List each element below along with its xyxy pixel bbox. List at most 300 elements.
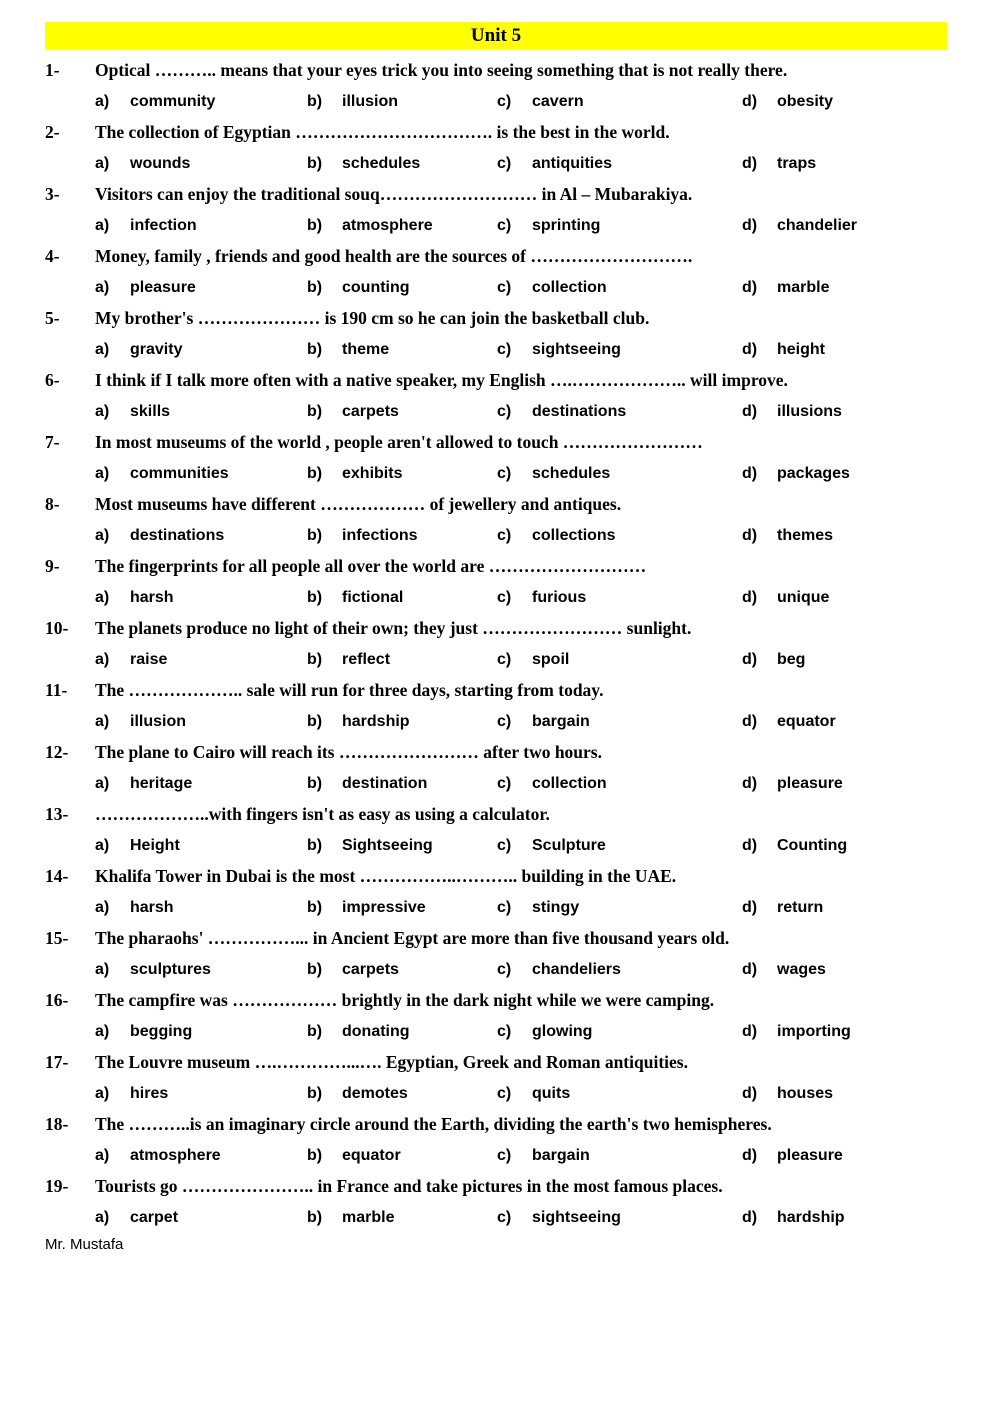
question-text: The planets produce no light of their own; they just …………………… sunlight.	[95, 618, 692, 638]
option-b	[307, 272, 497, 303]
question-line	[45, 799, 947, 830]
option-text: hires	[130, 1085, 169, 1102]
option-text: hardship	[777, 1209, 845, 1226]
question-text: Money, family , friends and good health are the sources of ……………………….	[95, 246, 693, 266]
options-line	[45, 458, 947, 489]
option-text: destinations	[130, 527, 225, 544]
option-c	[497, 1140, 742, 1171]
option-text: furious	[532, 589, 587, 606]
option-letter: c)	[497, 1023, 512, 1040]
option-text: chandeliers	[532, 961, 621, 978]
option-text: return	[777, 899, 824, 916]
option-text: illusion	[342, 93, 398, 110]
option-text: harsh	[130, 899, 174, 916]
option-text: carpets	[342, 961, 399, 978]
question-line	[45, 179, 947, 210]
question-text: The fingerprints for all people all over the world are ………………………	[95, 556, 647, 576]
option-letter: c)	[497, 217, 512, 234]
option-letter: a)	[95, 589, 110, 606]
option-text: quits	[532, 1085, 571, 1102]
option-text: pleasure	[777, 775, 843, 792]
option-b	[307, 768, 497, 799]
option-letter: c)	[497, 279, 512, 296]
option-c	[497, 458, 742, 489]
option-text: themes	[777, 527, 834, 544]
option-text: begging	[130, 1023, 193, 1040]
option-letter: b)	[307, 961, 323, 978]
option-a	[95, 768, 307, 799]
question-number: 14-	[45, 866, 69, 886]
option-a	[95, 644, 307, 675]
option-letter: c)	[497, 341, 512, 358]
option-d	[742, 892, 947, 923]
option-letter: a)	[95, 217, 110, 234]
option-letter: a)	[95, 341, 110, 358]
options-line	[45, 1016, 947, 1047]
option-letter: d)	[742, 1023, 758, 1040]
question-number: 13-	[45, 804, 69, 824]
question-text: I think if I talk more often with a native speaker, my English ….……………….. will improve.	[95, 370, 788, 390]
option-c	[497, 272, 742, 303]
option-letter: a)	[95, 899, 110, 916]
question-line	[45, 551, 947, 582]
question-line	[45, 1109, 947, 1140]
option-a	[95, 1016, 307, 1047]
option-text: theme	[342, 341, 390, 358]
option-text: sightseeing	[532, 1209, 621, 1226]
option-text: sprinting	[532, 217, 601, 234]
option-letter: b)	[307, 341, 323, 358]
option-a	[95, 892, 307, 923]
question-line	[45, 985, 947, 1016]
option-text: carpets	[342, 403, 399, 420]
option-letter: c)	[497, 155, 512, 172]
option-b	[307, 1202, 497, 1233]
question-line	[45, 737, 947, 768]
option-a	[95, 148, 307, 179]
option-b	[307, 1016, 497, 1047]
option-a	[95, 86, 307, 117]
option-text: fictional	[342, 589, 404, 606]
question-number: 4-	[45, 246, 60, 266]
option-text: schedules	[342, 155, 421, 172]
option-text: sightseeing	[532, 341, 621, 358]
option-b	[307, 830, 497, 861]
option-letter: a)	[95, 1085, 110, 1102]
option-letter: c)	[497, 1147, 512, 1164]
option-c	[497, 86, 742, 117]
option-c	[497, 148, 742, 179]
question-number: 16-	[45, 990, 69, 1010]
option-text: packages	[777, 465, 850, 482]
option-text: bargain	[532, 713, 590, 730]
option-text: carpet	[130, 1209, 179, 1226]
option-letter: c)	[497, 713, 512, 730]
option-b	[307, 1078, 497, 1109]
question-line	[45, 241, 947, 272]
option-b	[307, 210, 497, 241]
option-letter: d)	[742, 93, 758, 110]
option-letter: c)	[497, 651, 512, 668]
option-letter: b)	[307, 651, 323, 668]
option-text: traps	[777, 155, 817, 172]
option-text: Height	[130, 837, 180, 854]
option-text: destinations	[532, 403, 627, 420]
question-text: Optical ……….. means that your eyes trick you into seeing something that is not really there.	[95, 60, 788, 80]
options-line	[45, 1140, 947, 1171]
options-line	[45, 706, 947, 737]
question-number: 11-	[45, 680, 68, 700]
question-line	[45, 613, 947, 644]
option-letter: d)	[742, 899, 758, 916]
option-text: obesity	[777, 93, 834, 110]
option-text: reflect	[342, 651, 391, 668]
option-a	[95, 396, 307, 427]
option-text: harsh	[130, 589, 174, 606]
option-letter: a)	[95, 837, 110, 854]
option-letter: c)	[497, 465, 512, 482]
question-number: 17-	[45, 1052, 69, 1072]
option-letter: a)	[95, 465, 110, 482]
question-number: 15-	[45, 928, 69, 948]
options-line	[45, 334, 947, 365]
option-text: antiquities	[532, 155, 613, 172]
option-letter: d)	[742, 589, 758, 606]
option-letter: d)	[742, 1147, 758, 1164]
question-text: Most museums have different ……………… of jewellery and antiques.	[95, 494, 622, 514]
question-line	[45, 55, 947, 86]
option-text: stingy	[532, 899, 580, 916]
option-d	[742, 520, 947, 551]
option-letter: a)	[95, 775, 110, 792]
options-line	[45, 520, 947, 551]
option-letter: d)	[742, 155, 758, 172]
question-text: My brother's ………………… is 190 cm so he can join the basketball club.	[95, 308, 650, 328]
question-text: The ……………….. sale will run for three days, starting from today.	[95, 680, 604, 700]
option-text: Sculpture	[532, 837, 606, 854]
option-a	[95, 1078, 307, 1109]
option-b	[307, 458, 497, 489]
question-line	[45, 365, 947, 396]
option-letter: d)	[742, 341, 758, 358]
unit-title: Unit 5	[45, 22, 947, 49]
option-letter: c)	[497, 589, 512, 606]
option-c	[497, 892, 742, 923]
option-letter: b)	[307, 1209, 323, 1226]
option-text: spoil	[532, 651, 570, 668]
option-d	[742, 334, 947, 365]
question-number: 6-	[45, 370, 60, 390]
option-text: equator	[777, 713, 836, 730]
question-line	[45, 117, 947, 148]
option-text: raise	[130, 651, 168, 668]
option-b	[307, 148, 497, 179]
option-text: counting	[342, 279, 410, 296]
option-d	[742, 582, 947, 613]
question-line	[45, 923, 947, 954]
option-letter: b)	[307, 93, 323, 110]
option-text: gravity	[130, 341, 183, 358]
option-c	[497, 768, 742, 799]
options-line	[45, 768, 947, 799]
options-line	[45, 210, 947, 241]
question-text: Visitors can enjoy the traditional souq……………………… in Al – Mubarakiya.	[95, 184, 693, 204]
option-text: destination	[342, 775, 428, 792]
option-letter: b)	[307, 1147, 323, 1164]
option-a	[95, 458, 307, 489]
option-text: impressive	[342, 899, 426, 916]
question-text: The ………..is an imaginary circle around the Earth, dividing the earth's two hemispheres.	[95, 1114, 772, 1134]
option-letter: c)	[497, 1209, 512, 1226]
option-letter: d)	[742, 1085, 758, 1102]
question-number: 2-	[45, 122, 60, 142]
option-c	[497, 830, 742, 861]
option-b	[307, 1140, 497, 1171]
option-text: chandelier	[777, 217, 858, 234]
option-d	[742, 210, 947, 241]
option-letter: a)	[95, 527, 110, 544]
option-text: equator	[342, 1147, 401, 1164]
option-d	[742, 954, 947, 985]
question-number: 3-	[45, 184, 60, 204]
option-text: infection	[130, 217, 197, 234]
option-a	[95, 1140, 307, 1171]
option-b	[307, 520, 497, 551]
option-letter: a)	[95, 93, 110, 110]
options-line	[45, 148, 947, 179]
option-letter: d)	[742, 1209, 758, 1226]
option-letter: b)	[307, 899, 323, 916]
option-letter: b)	[307, 279, 323, 296]
option-c	[497, 334, 742, 365]
option-b	[307, 582, 497, 613]
question-line	[45, 675, 947, 706]
option-a	[95, 706, 307, 737]
question-line	[45, 861, 947, 892]
option-a	[95, 830, 307, 861]
option-text: collection	[532, 279, 607, 296]
options-line	[45, 1078, 947, 1109]
option-c	[497, 644, 742, 675]
option-text: atmosphere	[342, 217, 433, 234]
option-c	[497, 520, 742, 551]
option-a	[95, 520, 307, 551]
option-letter: c)	[497, 403, 512, 420]
option-a	[95, 210, 307, 241]
option-a	[95, 272, 307, 303]
option-c	[497, 1016, 742, 1047]
question-text: ………………..with fingers isn't as easy as using a calculator.	[95, 804, 550, 824]
question-number: 8-	[45, 494, 60, 514]
option-text: marble	[342, 1209, 395, 1226]
option-letter: a)	[95, 403, 110, 420]
question-line	[45, 489, 947, 520]
options-line	[45, 954, 947, 985]
option-letter: b)	[307, 155, 323, 172]
question-text: The collection of Egyptian ……………………………. is the best in the world.	[95, 122, 670, 142]
option-d	[742, 148, 947, 179]
option-text: houses	[777, 1085, 834, 1102]
option-letter: b)	[307, 837, 323, 854]
option-text: unique	[777, 589, 830, 606]
question-text: The Louvre museum ….…………...…. Egyptian, Greek and Roman antiquities.	[95, 1052, 688, 1072]
option-text: Counting	[777, 837, 848, 854]
option-letter: a)	[95, 961, 110, 978]
option-letter: d)	[742, 527, 758, 544]
option-c	[497, 210, 742, 241]
option-b	[307, 396, 497, 427]
option-letter: d)	[742, 279, 758, 296]
question-number: 12-	[45, 742, 69, 762]
option-text: importing	[777, 1023, 851, 1040]
option-c	[497, 1202, 742, 1233]
option-c	[497, 582, 742, 613]
option-letter: a)	[95, 651, 110, 668]
option-text: collection	[532, 775, 607, 792]
option-d	[742, 1078, 947, 1109]
question-text: Khalifa Tower in Dubai is the most ……………..……….. building in the UAE.	[95, 866, 677, 886]
option-text: marble	[777, 279, 830, 296]
option-d	[742, 458, 947, 489]
option-text: exhibits	[342, 465, 403, 482]
option-c	[497, 706, 742, 737]
option-text: illusions	[777, 403, 842, 420]
option-d	[742, 768, 947, 799]
option-letter: c)	[497, 899, 512, 916]
option-d	[742, 1016, 947, 1047]
option-letter: d)	[742, 961, 758, 978]
question-text: The campfire was ……………… brightly in the dark night while we were camping.	[95, 990, 715, 1010]
option-text: skills	[130, 403, 171, 420]
option-letter: b)	[307, 1085, 323, 1102]
option-a	[95, 334, 307, 365]
options-line	[45, 582, 947, 613]
option-d	[742, 396, 947, 427]
option-text: community	[130, 93, 216, 110]
option-letter: b)	[307, 1023, 323, 1040]
question-text: The pharaohs' ……………... in Ancient Egypt are more than five thousand years old.	[95, 928, 730, 948]
question-line	[45, 427, 947, 458]
option-letter: a)	[95, 155, 110, 172]
option-text: infections	[342, 527, 418, 544]
option-letter: b)	[307, 217, 323, 234]
option-d	[742, 86, 947, 117]
option-c	[497, 396, 742, 427]
option-text: glowing	[532, 1023, 593, 1040]
option-d	[742, 644, 947, 675]
options-line	[45, 396, 947, 427]
question-text: The plane to Cairo will reach its …………………… after two hours.	[95, 742, 602, 762]
option-d	[742, 1140, 947, 1171]
footer-signature: Mr. Mustafa	[45, 1236, 124, 1253]
option-text: height	[777, 341, 825, 358]
option-c	[497, 954, 742, 985]
option-b	[307, 706, 497, 737]
question-text: Tourists go ………………….. in France and take pictures in the most famous places.	[95, 1176, 723, 1196]
option-text: cavern	[532, 93, 584, 110]
option-letter: b)	[307, 775, 323, 792]
option-b	[307, 954, 497, 985]
option-letter: c)	[497, 93, 512, 110]
option-d	[742, 272, 947, 303]
option-b	[307, 334, 497, 365]
option-a	[95, 582, 307, 613]
option-letter: a)	[95, 713, 110, 730]
option-text: heritage	[130, 775, 193, 792]
option-text: illusion	[130, 713, 186, 730]
options-line	[45, 830, 947, 861]
option-text: communities	[130, 465, 229, 482]
question-number: 5-	[45, 308, 60, 328]
option-d	[742, 706, 947, 737]
option-letter: d)	[742, 651, 758, 668]
option-text: wounds	[130, 155, 191, 172]
option-letter: a)	[95, 279, 110, 296]
option-text: bargain	[532, 1147, 590, 1164]
option-letter: c)	[497, 775, 512, 792]
option-letter: d)	[742, 465, 758, 482]
option-letter: a)	[95, 1147, 110, 1164]
option-letter: c)	[497, 837, 512, 854]
option-text: pleasure	[130, 279, 196, 296]
option-text: Sightseeing	[342, 837, 433, 854]
option-letter: c)	[497, 1085, 512, 1102]
option-letter: d)	[742, 403, 758, 420]
option-text: pleasure	[777, 1147, 843, 1164]
option-text: sculptures	[130, 961, 211, 978]
option-letter: a)	[95, 1209, 110, 1226]
option-text: schedules	[532, 465, 611, 482]
option-letter: c)	[497, 527, 512, 544]
option-text: hardship	[342, 713, 410, 730]
question-number: 10-	[45, 618, 69, 638]
option-letter: b)	[307, 403, 323, 420]
option-letter: a)	[95, 1023, 110, 1040]
question-number: 1-	[45, 60, 60, 80]
options-line	[45, 272, 947, 303]
question-number: 7-	[45, 432, 60, 452]
option-text: wages	[777, 961, 826, 978]
options-line	[45, 86, 947, 117]
option-text: collections	[532, 527, 616, 544]
question-number: 19-	[45, 1176, 69, 1196]
option-letter: b)	[307, 527, 323, 544]
option-b	[307, 892, 497, 923]
options-line	[45, 892, 947, 923]
option-a	[95, 954, 307, 985]
question-line	[45, 1047, 947, 1078]
option-d	[742, 1202, 947, 1233]
questions-list	[45, 55, 947, 1233]
option-text: beg	[777, 651, 806, 668]
options-line	[45, 644, 947, 675]
option-b	[307, 644, 497, 675]
option-letter: c)	[497, 961, 512, 978]
option-text: atmosphere	[130, 1147, 221, 1164]
option-letter: d)	[742, 713, 758, 730]
option-text: donating	[342, 1023, 410, 1040]
option-letter: d)	[742, 775, 758, 792]
question-line	[45, 303, 947, 334]
option-d	[742, 830, 947, 861]
question-number: 9-	[45, 556, 60, 576]
option-letter: d)	[742, 837, 758, 854]
option-letter: b)	[307, 465, 323, 482]
option-b	[307, 86, 497, 117]
question-line	[45, 1171, 947, 1202]
option-letter: d)	[742, 217, 758, 234]
option-c	[497, 1078, 742, 1109]
